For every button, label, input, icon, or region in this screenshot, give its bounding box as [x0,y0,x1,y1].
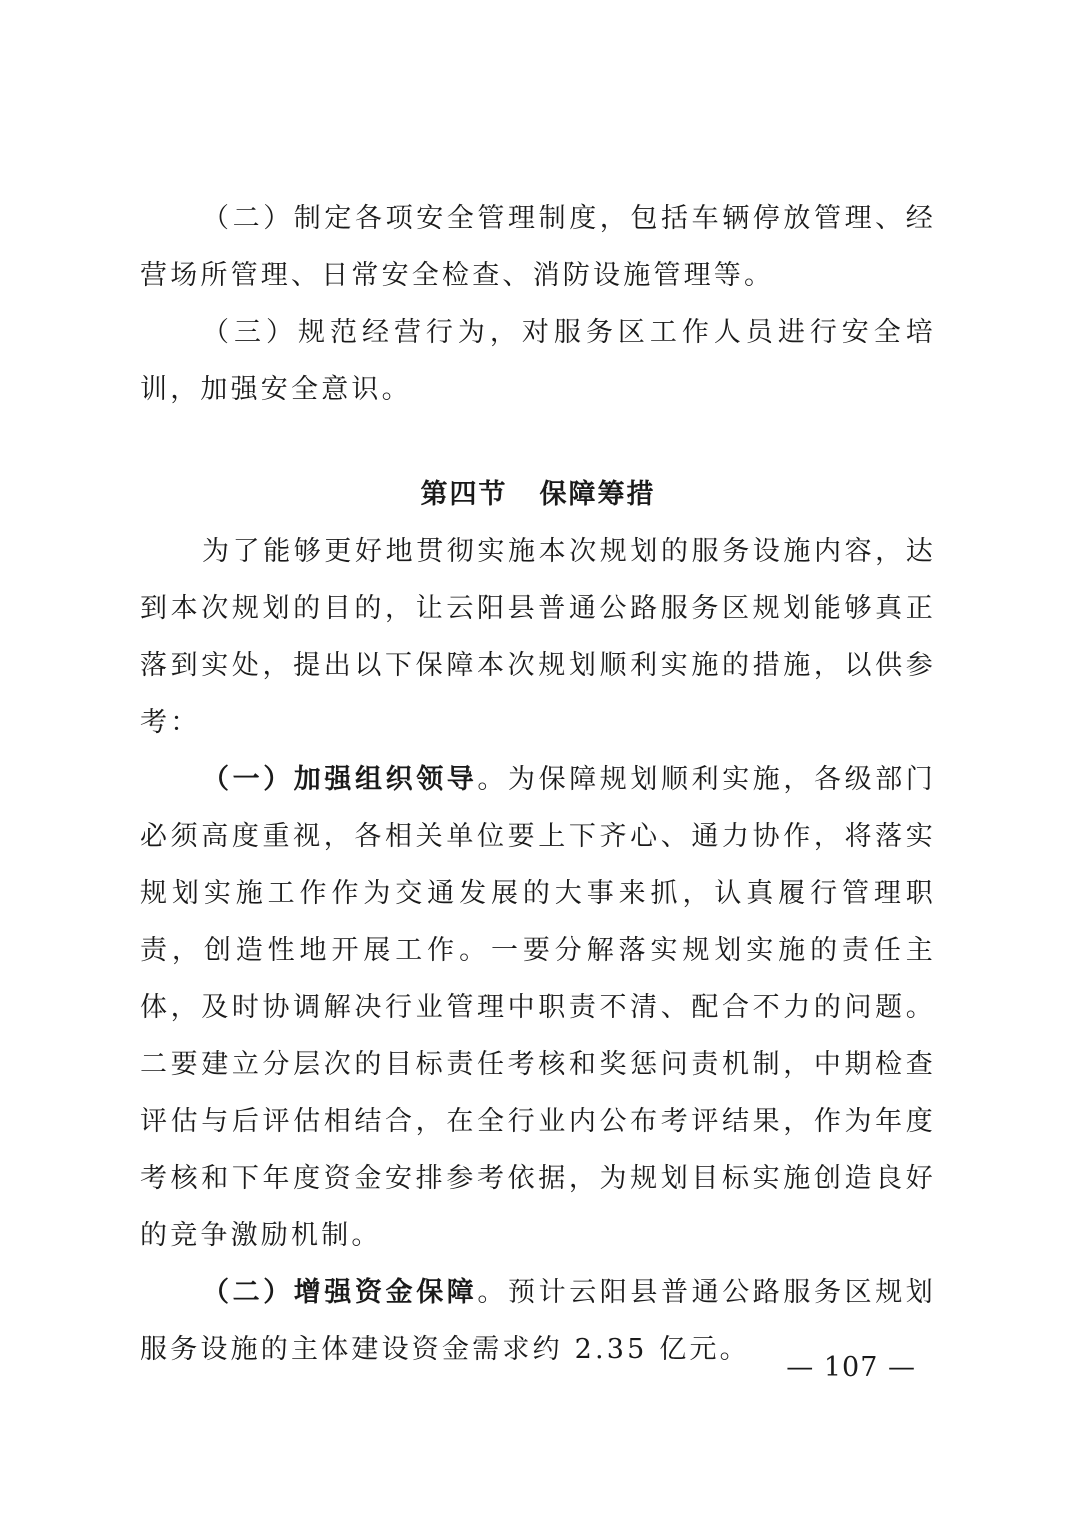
section-heading [140,466,936,523]
paragraph-heading: （一）加强组织领导 [202,764,478,795]
paragraph-intro: 为了能够更好地贯彻实施本次规划的服务设施内容，达到本次规划的目的，让云阳县普通公路服务区规划能够真正落到实处，提出以下保障本次规划顺利实施的措施，以供参考： [140,536,936,738]
paragraph-safety-rules: （二）制定各项安全管理制度，包括车辆停放管理、经营场所管理、日常安全检查、消防设施管理等。 [140,203,936,291]
paragraph-heading: （二）增强资金保障 [202,1277,478,1308]
paragraph-funding: （二）增强资金保障。预计云阳县普通公路服务区规划服务设施的主体建设资金需求约 2.35 亿元。 [140,1277,936,1365]
paragraph-conduct: （三）规范经营行为，对服务区工作人员进行安全培训，加强安全意识。 [140,317,936,405]
paragraph-organization: （一）加强组织领导。为保障规划顺利实施，各级部门必须高度重视，各相关单位要上下齐心、通力协作，将落实规划实施工作作为交通发展的大事来抓，认真履行管理职责，创造性地开展工作。一要分解落实规划实施的责任主体，及时协调解决行业管理中职责不清、配合不力的问题。二要建立分层次的目标责任考核和奖惩问责机制，中期检查评估与后评估相结合，在全行业内公布考评结果，作为年度考核和下年度资金安排参考依据，为规划目标实施创造良好的竞争激励机制。 [140,764,936,1251]
page-number: — 107 — [786,1352,916,1383]
section-title: 保障筹措 [539,479,656,510]
document-body [140,190,936,1378]
section-number: 第四节 [420,479,508,510]
